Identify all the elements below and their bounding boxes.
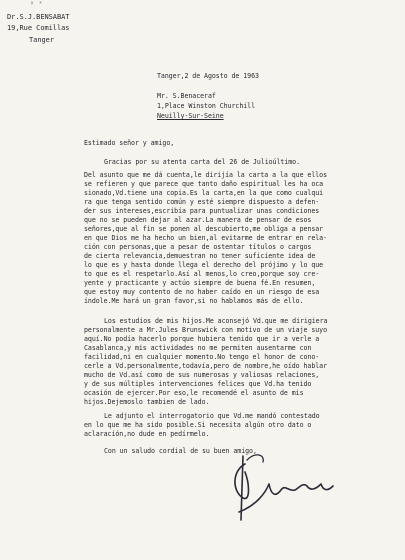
paragraph-line: to que es el respetarlo.Así al menos,lo creo,porque soy cre- <box>84 270 320 278</box>
paragraph-line: señores,que al fin se ponen al descubierto,me obliga a pensar <box>84 225 324 233</box>
paragraph-line: ción con personas,que a pesar de ostentar títulos o cargos <box>84 243 312 251</box>
opening-line: Gracias por su atenta carta del 26 de Julioúltimo. <box>104 158 300 166</box>
paragraph-line: en que Dios me ha hecho un bien,al evitarme de entrar en rela- <box>84 234 328 242</box>
paragraph-line: cerle a Vd.personalmente,todavía,pero de nombre,he oído hablar <box>84 362 328 370</box>
paragraph-line: en lo que me ha sido posible.Si necesita algún otro dato o <box>84 421 312 429</box>
paragraph-line: ocasión de ejercer.Por eso,le recomendé el asunto de mis <box>84 389 304 397</box>
recipient-address: 1,Place Winston Churchill <box>157 102 255 110</box>
letterhead-street: 19,Rue Comillas <box>7 24 70 32</box>
paragraph-line: se refieren y que parece que tanto daño espiritual les ha oca <box>84 180 324 188</box>
paragraph-line: facilidad,ni en cualquier momento.No tengo el honor de cono- <box>84 353 320 361</box>
letter-date: Tanger,2 de Agosto de 1963 <box>157 72 259 80</box>
recipient-city: Neuilly-Sur-Seine <box>157 112 224 120</box>
recipient-name: Mr. S.Benaceraf <box>157 92 216 100</box>
paragraph-line: der sus intereses,escribía para puntualizar unas condiciones <box>84 207 320 215</box>
paragraph-line: personalmente a Mr.Jules Brunswick con motivo de un viaje suyo <box>84 326 328 334</box>
letterhead-city: Tanger <box>29 36 54 44</box>
paragraph-line: yente y practicante y actúo siempre de buena fé.En resumen, <box>84 279 316 287</box>
paragraph-line: sionado,Vd.tiene una copia.Es la carta,en la que como cualqui <box>84 189 324 197</box>
paragraph-line: que estoy muy contento de no haber caído en un riesgo de esa <box>84 288 320 296</box>
paragraph-line: aquí.No podía hacerlo porque hubiera tenido que ir a verle a <box>84 335 320 343</box>
paragraph-line: mucho de Vd.así como de sus numerosas y valiosas relaciones, <box>84 371 320 379</box>
salutation: Estimado señor y amigo, <box>84 139 175 147</box>
paragraph-line: Los estudios de mis hijos.Me aconsejó Vd.que me dirigiera <box>104 317 328 325</box>
paragraph-line: lo que es y hasta donde llega el derecho del prójimo y lo que <box>84 261 324 269</box>
paragraph-line: ra que tenga sentido común y esté siempre dispuesto a defen- <box>84 198 320 206</box>
corner-mark: ʸ ˣ <box>30 0 43 8</box>
paragraph-line: índole.Me hará un gran favor,si no hablamos más de ello. <box>84 297 304 305</box>
paragraph-line: hijos.Dejemoslo tambien de lado. <box>84 398 210 406</box>
paragraph-line: Casablanca,y mis actividades no me permiten ausentarme con <box>84 344 312 352</box>
paragraph-line: Del asunto que me dá cuenta,le dirijía la carta a la que ellos <box>84 171 328 179</box>
paragraph-line: y de sus múltiples intervenciones felices que Vd.ha tenido <box>84 380 312 388</box>
handwritten-signature <box>225 442 345 522</box>
paragraph-line: que no se pueden dejar al azar.La manera de pensar de esos <box>84 216 312 224</box>
paragraph-line: de cierta relevancia,demuestran no tener suficiente idea de <box>84 252 316 260</box>
paragraph-line: aclaración,no dude en pedírmelo. <box>84 430 210 438</box>
letterhead-name: Dr.S.J.BENSABAT <box>7 13 70 21</box>
paragraph-line: Le adjunto el interrogatorio que Vd.me mandó contestado <box>104 412 320 420</box>
closing-line: Con un saludo cordial de su buen amigo, <box>104 447 257 455</box>
